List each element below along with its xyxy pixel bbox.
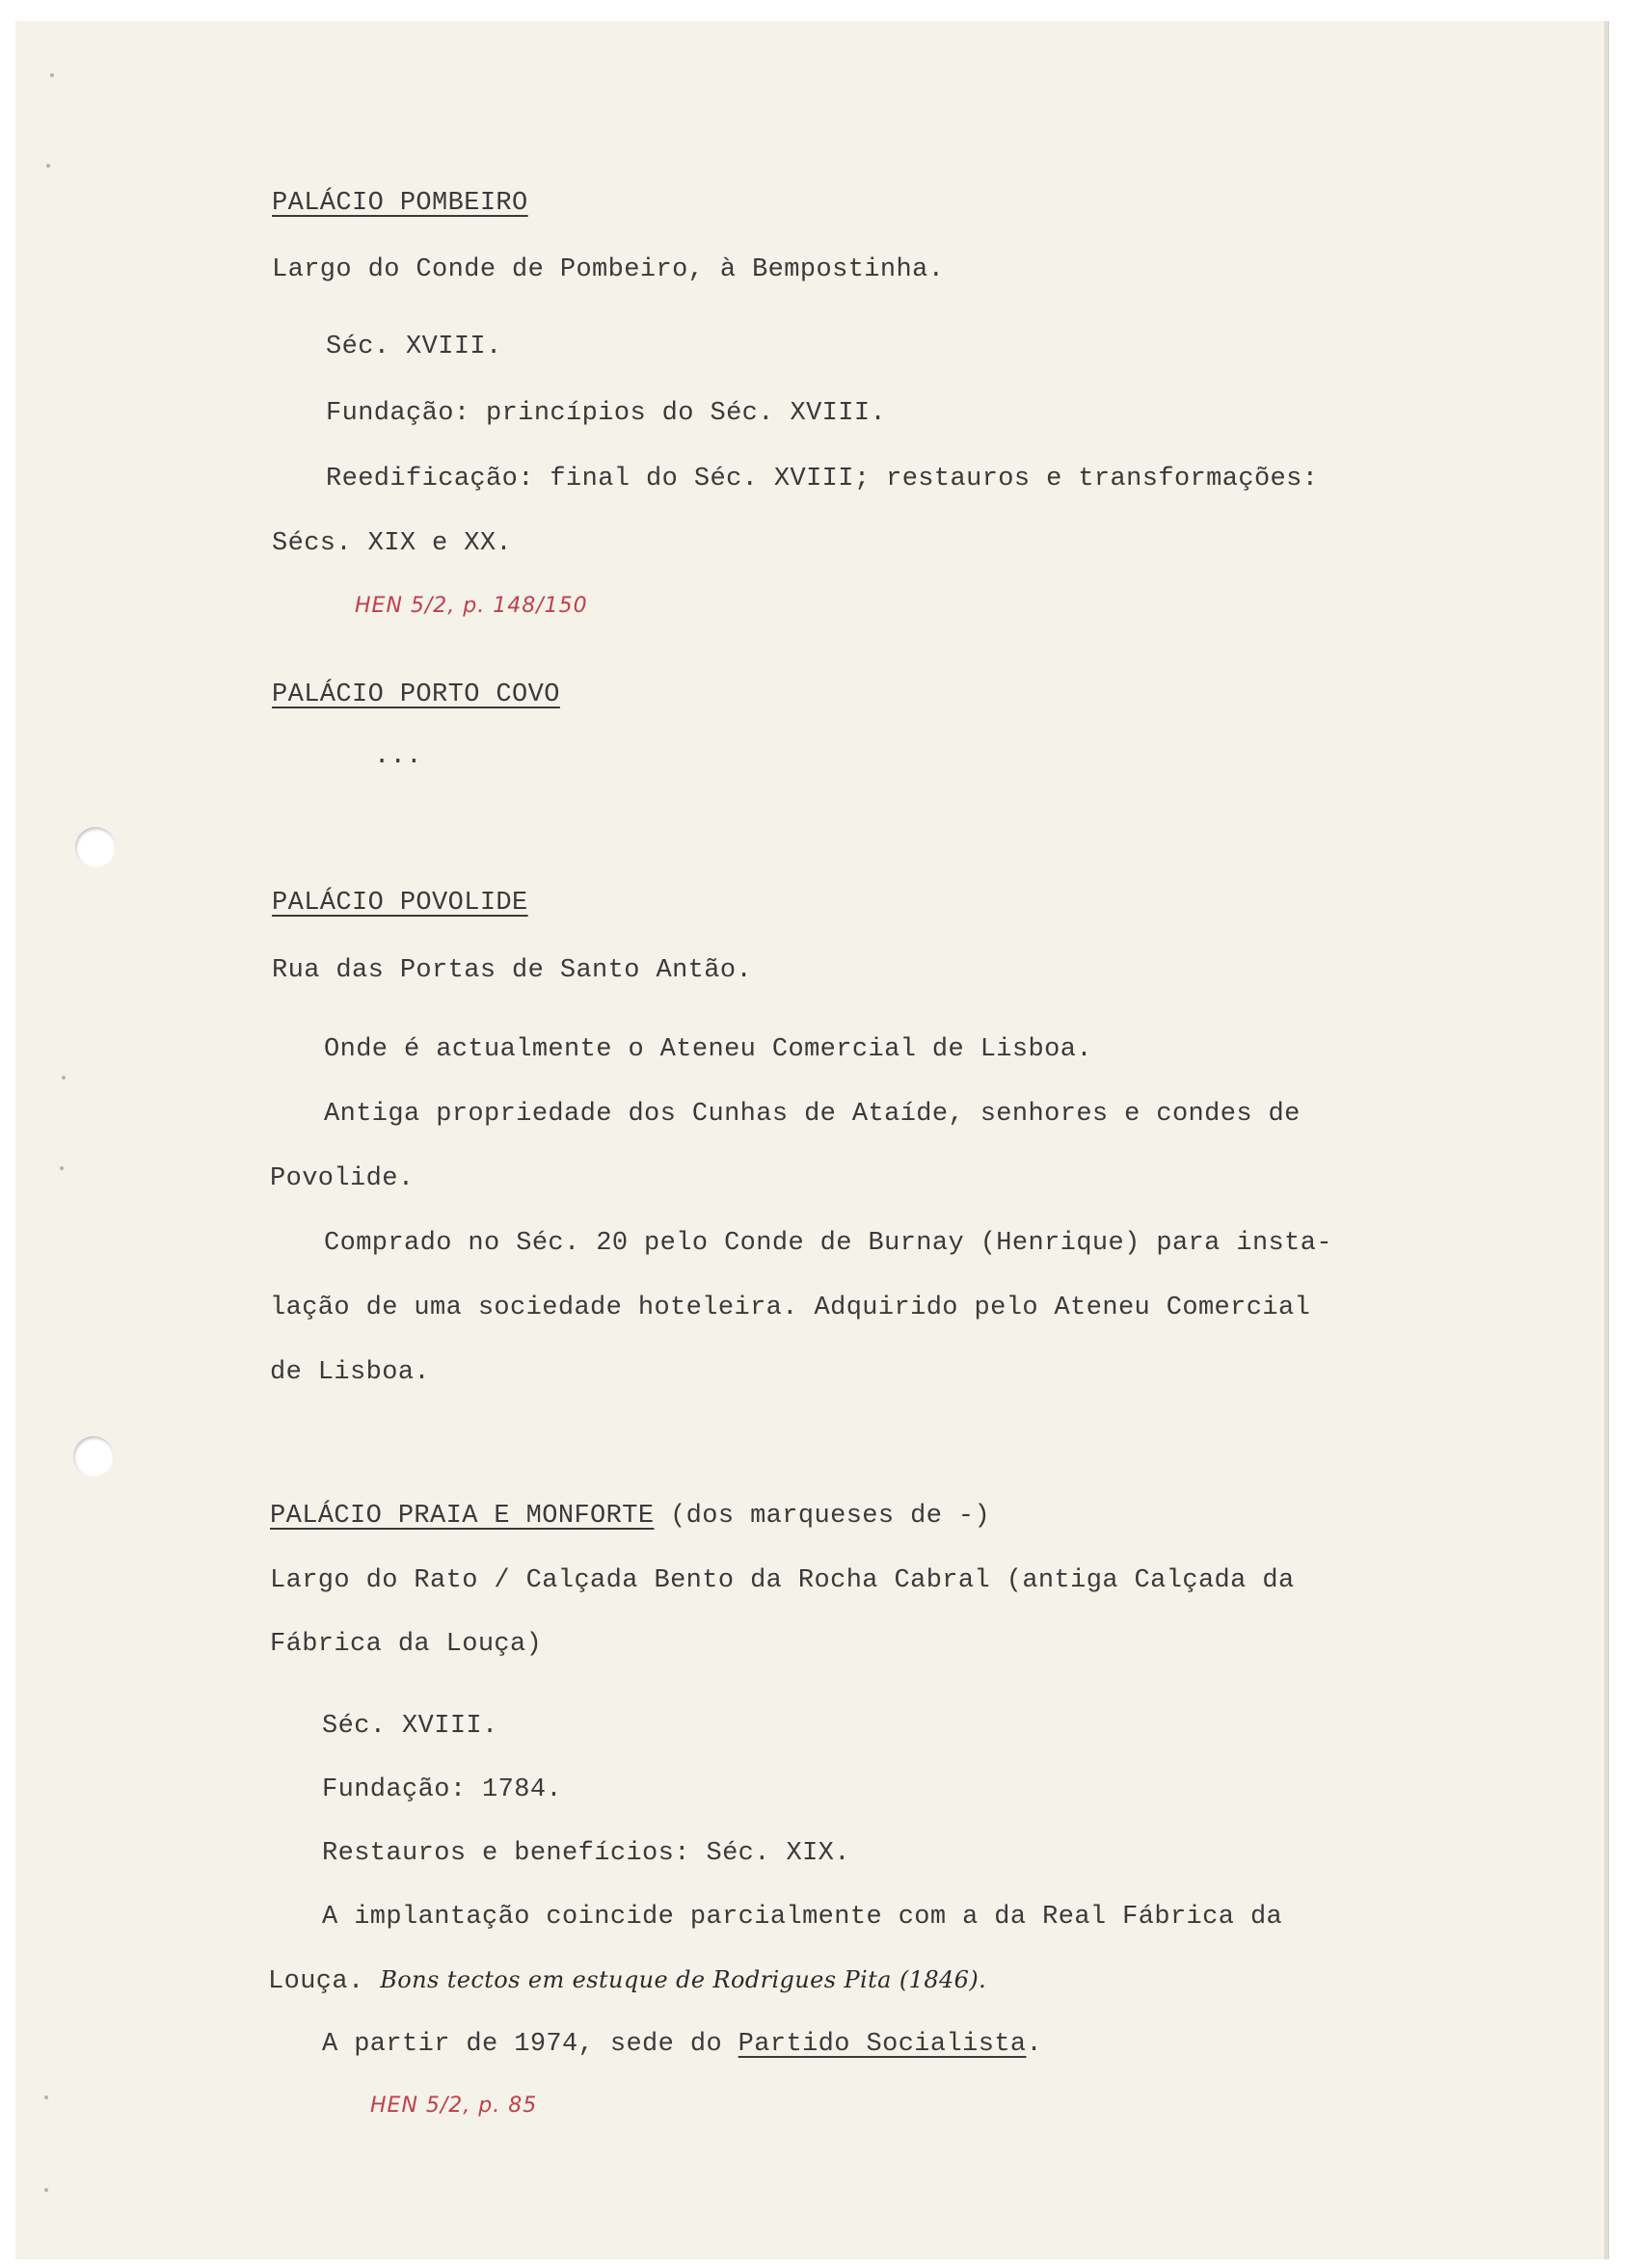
reference-note-praia-monforte: HEN 5/2, p. 85 — [370, 2094, 538, 2118]
text-line: Sécs. XIX e XX. — [272, 529, 513, 558]
paper-speck — [44, 2188, 48, 2192]
reference-note-pombeiro: HEN 5/2, p. 148/150 — [355, 594, 588, 618]
text-line: A implantação coincide parcialmente com a da Real Fábrica da — [322, 1903, 1283, 1932]
paper-speck — [60, 1166, 64, 1170]
text-line: Restauros e benefícios: Séc. XIX. — [322, 1839, 850, 1868]
paper-speck — [62, 1076, 66, 1080]
last-line-prefix: A partir de 1974, sede do — [322, 2030, 738, 2059]
paper-speck — [46, 164, 50, 168]
section-heading-povolide: PALÁCIO POVOLIDE — [272, 889, 528, 918]
address-pombeiro: Largo do Conde de Pombeiro, à Bempostinha. — [272, 255, 945, 284]
address-line: Fábrica da Louça) — [270, 1630, 543, 1659]
text-line: Séc. XVIII. — [326, 333, 502, 361]
text-line: Séc. XVIII. — [322, 1712, 498, 1741]
underlined-party-name: Partido Socialista — [738, 2030, 1027, 2059]
text-line: Onde é actualmente o Ateneu Comercial de Lisboa. — [324, 1035, 1092, 1064]
ellipsis-text: ... — [374, 742, 422, 771]
text-line: Fundação: 1784. — [322, 1775, 563, 1804]
text-line: de Lisboa. — [270, 1358, 431, 1387]
paper-speck — [50, 73, 54, 77]
text-line: lação de uma sociedade hoteleira. Adquirido pelo Ateneu Comercial — [270, 1294, 1311, 1322]
text-line: Comprado no Séc. 20 pelo Conde de Burnay (Henrique) para insta- — [324, 1229, 1332, 1258]
text-line: Antiga propriedade dos Cunhas de Ataíde, senhores e condes de — [324, 1100, 1301, 1129]
section-heading-pombeiro: PALÁCIO POMBEIRO — [272, 189, 528, 218]
address-line: Largo do Rato / Calçada Bento da Rocha Cabral (antiga Calçada da — [270, 1566, 1295, 1595]
text-line-with-handwriting — [268, 1966, 986, 1996]
punch-hole — [73, 1436, 114, 1477]
paper-speck — [44, 2095, 48, 2099]
text-line: Reedificação: final do Séc. XVIII; restauros e transformações: — [326, 465, 1319, 494]
handwritten-note: Bons tectos em estuque de Rodrigues Pita (1846). — [380, 1966, 987, 1993]
heading-title: PALÁCIO PRAIA E MONFORTE — [270, 1502, 655, 1531]
address-povolide: Rua das Portas de Santo Antão. — [272, 956, 753, 985]
text-line: Povolide. — [270, 1164, 415, 1193]
typed-word: Louça. — [268, 1967, 364, 1996]
section-heading-porto-covo: PALÁCIO PORTO COVO — [272, 680, 560, 709]
last-line-suffix: . — [1026, 2030, 1043, 2059]
document-page — [15, 21, 1608, 2259]
text-line: Fundação: princípios do Séc. XVIII. — [326, 399, 887, 428]
section-heading-praia-monforte — [270, 1502, 990, 1531]
heading-suffix: (dos marqueses de -) — [654, 1502, 991, 1531]
punch-hole — [75, 827, 116, 867]
text-line-last — [322, 2030, 1042, 2059]
